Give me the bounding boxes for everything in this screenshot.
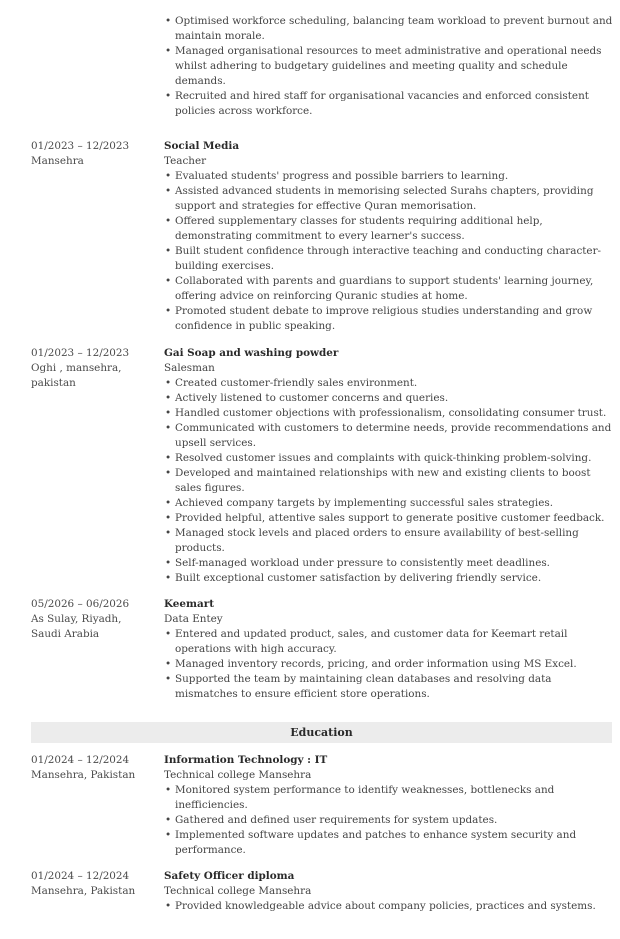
bullet-item: • Built exceptional customer satisfaction by delivering friendly service. xyxy=(164,571,616,586)
institution-name: Technical college Mansehra xyxy=(164,885,312,897)
location: Mansehra, Pakistan xyxy=(31,885,136,897)
employer-name: Keemart xyxy=(164,598,215,610)
experience-details xyxy=(164,139,616,334)
bullet-item: • Resolved customer issues and complaints with quick-thinking problem-solving. xyxy=(164,451,616,466)
date-range: 01/2023 – 12/2023 xyxy=(31,140,130,152)
bullet-item: • Entered and updated product, sales, and customer data for Keemart retail operations with high accuracy. xyxy=(164,627,616,657)
job-title: Salesman xyxy=(164,362,215,374)
bullet-list xyxy=(164,14,616,119)
bullet-item: • Self-managed workload under pressure to consistently meet deadlines. xyxy=(164,556,616,571)
experience-details xyxy=(164,597,616,702)
institution-name: Technical college Mansehra xyxy=(164,769,312,781)
experience-details xyxy=(164,14,616,119)
bullet-item: • Recruited and hired staff for organisational vacancies and enforced consistent policies across workforce. xyxy=(164,89,616,119)
job-title: Teacher xyxy=(164,155,207,167)
degree-name: Safety Officer diploma xyxy=(164,870,295,882)
bullet-list xyxy=(164,627,616,702)
bullet-item: • Collaborated with parents and guardians to support students' learning journey, offering advice on reinforcing Quranic studies at home. xyxy=(164,274,616,304)
education-details xyxy=(164,753,616,858)
experience-meta xyxy=(31,346,151,391)
bullet-item: • Optimised workforce scheduling, balancing team workload to prevent burnout and maintain morale. xyxy=(164,14,616,44)
date-range: 01/2023 – 12/2023 xyxy=(31,347,130,359)
bullet-list xyxy=(164,899,616,914)
employer-name: Social Media xyxy=(164,140,240,152)
bullet-item: • Gathered and defined user requirements for system updates. xyxy=(164,813,616,828)
bullet-item: • Managed stock levels and placed orders to ensure availability of best-selling products. xyxy=(164,526,616,556)
bullet-item: • Developed and maintained relationships with new and existing clients to boost sales figures. xyxy=(164,466,616,496)
location: Mansehra xyxy=(31,155,84,167)
bullet-item: • Communicated with customers to determine needs, provide recommendations and upsell services. xyxy=(164,421,616,451)
bullet-item: • Built student confidence through interactive teaching and conducting character-building exercises. xyxy=(164,244,616,274)
bullet-item: • Achieved company targets by implementing successful sales strategies. xyxy=(164,496,616,511)
education-details xyxy=(164,869,616,914)
bullet-item: • Managed inventory records, pricing, and order information using MS Excel. xyxy=(164,657,616,672)
bullet-item: • Promoted student debate to improve religious studies understanding and grow confidence in public speaking. xyxy=(164,304,616,334)
bullet-item: • Managed organisational resources to meet administrative and operational needs whilst adhering to budgetary guidelines and meeting quality and schedule demands. xyxy=(164,44,616,89)
experience-meta xyxy=(31,597,151,642)
bullet-item: • Provided knowledgeable advice about company policies, practices and systems. xyxy=(164,899,616,914)
location: Oghi , mansehra, pakistan xyxy=(31,362,122,389)
education-meta xyxy=(31,753,151,783)
bullet-item: • Offered supplementary classes for students requiring additional help, demonstrating commitment to every learner's success. xyxy=(164,214,616,244)
location: Mansehra, Pakistan xyxy=(31,769,136,781)
bullet-item: • Supported the team by maintaining clean databases and resolving data mismatches to ensure efficient store operations. xyxy=(164,672,616,702)
date-range: 01/2024 – 12/2024 xyxy=(31,870,130,882)
bullet-item: • Provided helpful, attentive sales support to generate positive customer feedback. xyxy=(164,511,616,526)
date-range: 05/2026 – 06/2026 xyxy=(31,598,130,610)
date-range: 01/2024 – 12/2024 xyxy=(31,754,130,766)
job-title: Data Entey xyxy=(164,613,223,625)
bullet-item: • Assisted advanced students in memorising selected Surahs chapters, providing support and strategies for effective Quran memorisation. xyxy=(164,184,616,214)
bullet-item: • Implemented software updates and patches to enhance system security and performance. xyxy=(164,828,616,858)
location: As Sulay, Riyadh, Saudi Arabia xyxy=(31,613,122,640)
bullet-item: • Created customer-friendly sales environment. xyxy=(164,376,616,391)
bullet-item: • Actively listened to customer concerns and queries. xyxy=(164,391,616,406)
bullet-list xyxy=(164,376,616,586)
bullet-list xyxy=(164,783,616,858)
bullet-list xyxy=(164,169,616,334)
education-section-heading: Education xyxy=(31,722,612,743)
bullet-item: • Monitored system performance to identify weaknesses, bottlenecks and inefficiencies. xyxy=(164,783,616,813)
bullet-item: • Handled customer objections with professionalism, consolidating consumer trust. xyxy=(164,406,616,421)
bullet-item: • Evaluated students' progress and possible barriers to learning. xyxy=(164,169,616,184)
education-meta xyxy=(31,869,151,899)
experience-details xyxy=(164,346,616,586)
experience-meta xyxy=(31,139,151,169)
degree-name: Information Technology : IT xyxy=(164,754,328,766)
employer-name: Gai Soap and washing powder xyxy=(164,347,339,359)
